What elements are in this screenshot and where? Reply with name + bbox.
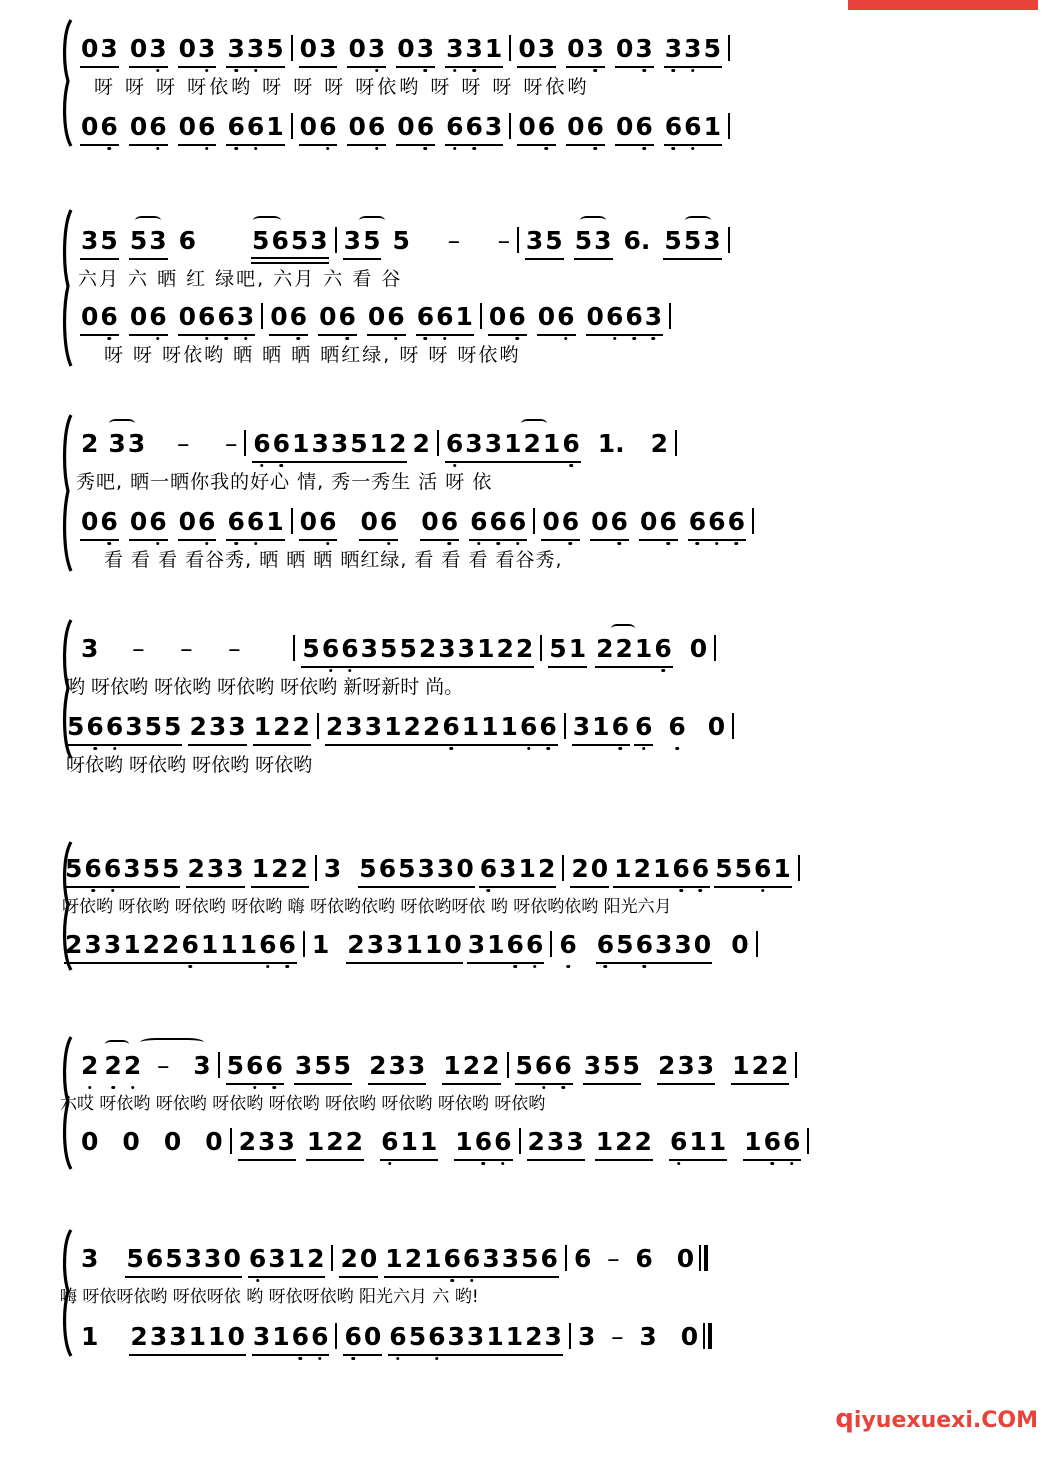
system-2-lower-notes: 06 06 0663 06 06 06 661 06 06 0663	[80, 302, 677, 336]
system-3-lower-lyrics: 看 看 看 看谷秀, 晒 晒 晒 晒红绿, 看 看 看 看谷秀,	[104, 549, 563, 571]
system-5-upper-lyrics: 呀依哟 呀依哟 呀依哟 呀依哟 嗨 呀依哟依哟 呀依哟呀依 哟 呀依哟依哟 阳光六月	[62, 897, 672, 917]
system-2-upper-notes: 35 53 6 5653 35 5 – – 35 53 6. 553	[80, 226, 736, 264]
system-1-upper-lyrics: 呀 呀 呀 呀依哟 呀 呀 呀 呀依哟 呀 呀 呀 呀依哟	[94, 76, 590, 98]
system-6-upper-lyrics: 六哎 呀依哟 呀依哟 呀依哟 呀依哟 呀依哟 呀依哟 呀依哟 呀依哟	[60, 1094, 546, 1114]
system-6-upper-notes: 2 22 – 3 566 355 233 122 566 355 233 122	[80, 1051, 803, 1085]
watermark-q: q	[835, 1404, 854, 1434]
system-4-lower-notes: 566355 233 122 233122611166 316 6 6 0	[66, 712, 740, 746]
system-brace	[58, 208, 74, 368]
system-7-upper-notes: 3 565330 6312 20 121663356 6 – 6 0	[80, 1244, 711, 1278]
system-1-lower-notes: 06 06 06 661 06 06 06 663 06 06 06 661	[80, 112, 736, 146]
system-brace	[58, 18, 74, 148]
system-6-lower-notes: 0 0 0 0 233 122 611 166 233 122 611 166	[80, 1127, 815, 1161]
system-4-lower-lyrics: 呀依哟 呀依哟 呀依哟 呀依哟	[66, 754, 313, 776]
site-watermark	[835, 1404, 1038, 1434]
system-2-lower-lyrics: 呀 呀 呀依哟 晒 晒 晒 晒红绿, 呀 呀 呀依哟	[104, 344, 521, 366]
system-7-upper-lyrics: 嗨 呀依呀依哟 呀依呀依 哟 呀依呀依哟 阳光六月 六 哟!	[60, 1287, 479, 1307]
system-1-upper-notes: 03 03 03 335 03 03 03 331 03 03 03 335	[80, 34, 736, 68]
system-4-upper-notes: 3 – – – 566355233122 51 2216 0	[80, 634, 722, 668]
system-7-lower-notes: 1 233110 3166 60 656331123 3 – 3 0	[80, 1322, 715, 1356]
system-3-lower-notes: 06 06 06 661 06 06 06 666 06 06 06 666	[80, 507, 760, 541]
system-brace	[58, 413, 74, 573]
system-4-upper-lyrics: 哟 呀依哟 呀依哟 呀依哟 呀依哟 新呀新时 尚。	[66, 676, 464, 698]
system-3-upper-notes: 2 33 – – 66133512 2 6331216 1. 2	[80, 429, 683, 463]
system-5-lower-notes: 233122611166 1 233110 3166 6 656330 0	[64, 930, 764, 964]
system-2-upper-lyrics: 六月 六 晒 红 绿吧, 六月 六 看 谷	[78, 268, 403, 290]
system-3-upper-lyrics: 秀吧, 晒一晒你我的好心 情, 秀一秀生 活 呀 依	[76, 471, 493, 493]
watermark-text: iyuexuexi.COM	[853, 1408, 1038, 1433]
system-5-upper-notes: 566355 233 122 3 565330 6312 20 12166 5561	[64, 854, 806, 888]
